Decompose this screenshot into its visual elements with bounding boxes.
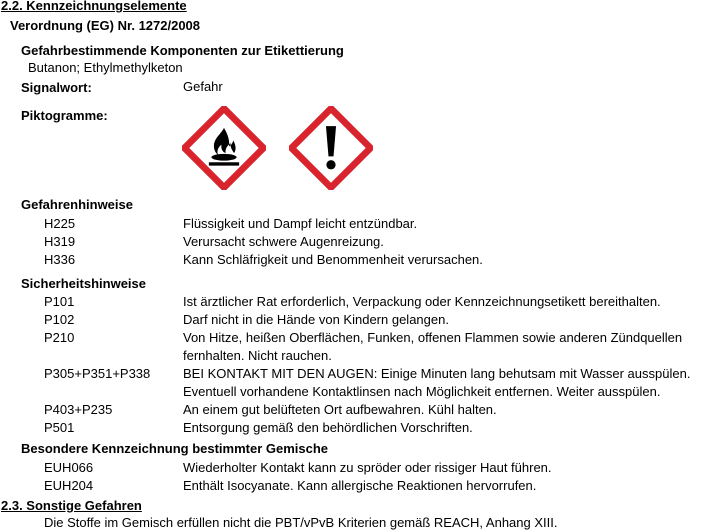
precaution-text: An einem gut belüfteten Ort aufbewahren. Kühl halten. bbox=[183, 402, 497, 417]
section-title-2-3: 2.3. Sonstige Gefahren bbox=[1, 498, 142, 513]
precaution-code: P501 bbox=[44, 420, 75, 435]
precaution-code: P305+P351+P338 bbox=[44, 366, 151, 381]
precaution-code: P210 bbox=[44, 330, 75, 345]
other-hazards-text: Die Stoffe im Gemisch erfüllen nicht die PBT/vPvB Kriterien gemäß REACH, Anhang XIII. bbox=[44, 515, 558, 530]
hazard-code: H336 bbox=[44, 252, 76, 267]
components-value: Butanon; Ethylmethylketon bbox=[28, 60, 183, 75]
pictograms-label: Piktogramme: bbox=[21, 108, 108, 123]
flame-icon bbox=[182, 106, 266, 190]
euh-text: Wiederholter Kontakt kann zu spröder oder rissiger Haut führen. bbox=[183, 460, 552, 475]
regulation-heading: Verordnung (EG) Nr. 1272/2008 bbox=[10, 18, 201, 33]
euh-code: EUH066 bbox=[44, 460, 94, 475]
precaution-text: Ist ärztlicher Rat erforderlich, Verpackung oder Kennzeichnungsetikett bereithalten. bbox=[183, 294, 661, 309]
hazard-code: H225 bbox=[44, 216, 76, 231]
signal-word-label: Signalwort: bbox=[21, 80, 92, 95]
hazard-text: Flüssigkeit und Dampf leicht entzündbar. bbox=[183, 216, 418, 231]
hazard-statements-heading: Gefahrenhinweise bbox=[21, 197, 133, 212]
components-heading: Gefahrbestimmende Komponenten zur Etikettierung bbox=[21, 43, 344, 58]
special-labelling-heading: Besondere Kennzeichnung bestimmter Gemische bbox=[21, 441, 329, 456]
section-title-2-2: 2.2. Kennzeichnungselemente bbox=[1, 0, 187, 13]
exclamation-mark-icon bbox=[289, 106, 373, 190]
precaution-text-line2: fernhalten. Nicht rauchen. bbox=[183, 348, 332, 363]
precaution-text-line2: Eventuell vorhandene Kontaktlinsen nach Möglichkeit entfernen. Weiter ausspülen. bbox=[183, 384, 661, 399]
precaution-text-line1: Von Hitze, heißen Oberflächen, Funken, offenen Flammen sowie anderen Zündquellen bbox=[183, 330, 683, 345]
signal-word-value: Gefahr bbox=[183, 79, 223, 94]
euh-text: Enthält Isocyanate. Kann allergische Reaktionen hervorrufen. bbox=[183, 478, 537, 493]
precaution-code: P101 bbox=[44, 294, 75, 309]
hazard-text: Verursacht schwere Augenreizung. bbox=[183, 234, 384, 249]
precaution-code: P403+P235 bbox=[44, 402, 113, 417]
precautionary-statements-heading: Sicherheitshinweise bbox=[21, 276, 146, 291]
hazard-text: Kann Schläfrigkeit und Benommenheit verursachen. bbox=[183, 252, 483, 267]
precaution-text: Darf nicht in die Hände von Kindern gelangen. bbox=[183, 312, 449, 327]
hazard-code: H319 bbox=[44, 234, 76, 249]
precaution-text: Entsorgung gemäß den behördlichen Vorschriften. bbox=[183, 420, 473, 435]
precaution-text-line1: BEI KONTAKT MIT DEN AUGEN: Einige Minuten lang behutsam mit Wasser ausspülen. bbox=[183, 366, 691, 381]
precaution-code: P102 bbox=[44, 312, 75, 327]
euh-code: EUH204 bbox=[44, 478, 94, 493]
